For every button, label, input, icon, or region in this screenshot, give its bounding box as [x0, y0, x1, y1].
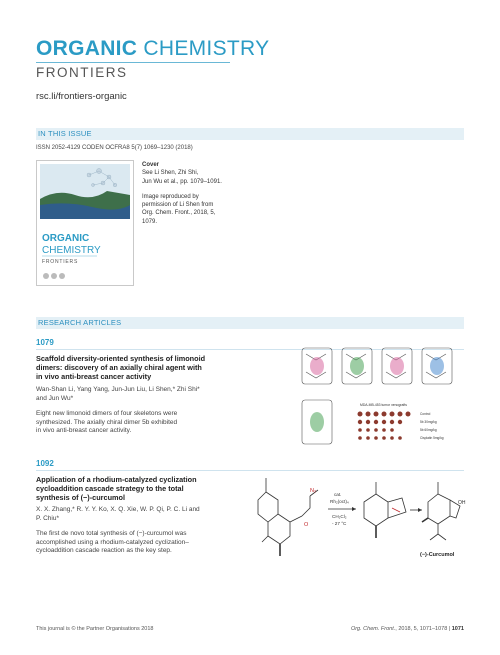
- starting-material: [258, 478, 318, 556]
- article-2-authors: [36, 506, 276, 523]
- xenograft-row-label-4: Cisplatin 5mg/kg: [420, 436, 444, 440]
- issn-line: ISSN 2052-4129 CODEN OCFRA8 5(7) 1069–1230 (2018): [36, 145, 193, 151]
- brand-divider: [36, 62, 230, 63]
- condition-catalyst: Rh₂(oct)₄: [330, 499, 349, 504]
- footer-citation-rest: , 2018, 5, 1071–1078 |: [395, 626, 452, 632]
- article-2-title[interactable]: [36, 475, 284, 502]
- xenograft-panel-title: MDA-MB-453 tumor xenografts: [360, 403, 407, 407]
- xenograft-row-label-2: 5b 30mg/kg: [420, 420, 437, 424]
- cover-repro-line1: Image reproduced by: [142, 193, 199, 200]
- xenograft-row-label-3: 5b 60mg/kg: [420, 428, 437, 432]
- article-2-title-line3: synthesis of (−)-curcumol: [36, 493, 125, 502]
- article-1-title-line1: Scaffold diversity-oriented synthesis of limonoid: [36, 354, 206, 363]
- article-2-abstract-line2: accomplished using a rhodium-catalyzed cyclization–: [36, 538, 189, 546]
- article-1-authors-line1: Wan-Shan Li, Yang Yang, Jun-Jun Liu, Li Shen,* Zhi Shi*: [36, 386, 200, 393]
- in-this-issue-heading: IN THIS ISSUE: [38, 129, 92, 138]
- article-2-page: 1092: [36, 459, 54, 468]
- footer-journal-abbrev: Org. Chem. Front.: [350, 626, 396, 632]
- article-1-abstract-line2: synthesized. The axially chiral dimer 5b exhibited: [36, 418, 178, 426]
- article-2-authors-line1: X. X. Zhang,* R. Y. Y. Ko, X. Q. Xie, W. P. Qi, P. C. Li and: [36, 506, 200, 513]
- footer-page-number: 1071: [451, 626, 464, 632]
- article-1-title-line2: dimers: discovery of an axially chiral agent with: [36, 363, 202, 372]
- footer-copyright: This journal is © the Partner Organisations 2018: [36, 626, 154, 632]
- cover-label: Cover: [142, 162, 160, 168]
- brand-chemistry: CHEMISTRY: [143, 37, 270, 60]
- cover-thumb-logos: [43, 273, 65, 279]
- intermediate-structure: [364, 482, 406, 538]
- hydroxyl-label: OH: [458, 500, 466, 506]
- in-this-issue-band: [36, 128, 464, 140]
- condition-temperature: - 27 °C: [332, 521, 347, 526]
- article-2-divider: [36, 470, 464, 471]
- cover-repro-line3: Org. Chem. Front., 2018, 5,: [142, 210, 216, 217]
- cover-description: [142, 161, 277, 233]
- cover-repro-line2: permission of Li Shen from: [142, 202, 214, 209]
- article-2-title-line1: Application of a rhodium-catalyzed cyclization: [36, 475, 197, 484]
- tumor-rows: [358, 412, 444, 441]
- cover-thumb-frontiers: FRONTIERS: [42, 259, 79, 265]
- article-1-abstract-line1: Eight new limonoid dimers of four skeletons were: [36, 410, 178, 417]
- cover-thumb-chemistry: CHEMISTRY: [42, 245, 101, 256]
- article-2-reaction-scheme[interactable]: [252, 472, 468, 580]
- diazo-label: N₂: [310, 488, 317, 494]
- article-2-abstract-line1: The first de novo total synthesis of (−)-curcumol was: [36, 530, 187, 537]
- cover-repro-line4: 1079.: [142, 218, 158, 225]
- research-articles-heading: RESEARCH ARTICLES: [38, 318, 122, 327]
- cover-see-line1: See Li Shen, Zhi Shi,: [142, 170, 199, 177]
- article-1-title-line3: in vivo anti-breast cancer activity: [36, 372, 152, 381]
- article-1-authors: [36, 386, 276, 403]
- xenograft-row-label-1: Control: [420, 412, 431, 416]
- footer-citation: [351, 626, 464, 632]
- article-1-abstract-line3: in vivo anti-breast cancer activity.: [36, 427, 132, 434]
- condition-cat: cat.: [334, 492, 342, 497]
- reaction-arrowhead: [352, 507, 356, 511]
- journal-url-link[interactable]: rsc.li/frontiers-organic: [36, 91, 127, 102]
- product-label: (−)-Curcumol: [420, 552, 455, 558]
- condition-solvent: CH₂Cl₂: [332, 514, 347, 519]
- carbonyl-o-label: O: [304, 522, 309, 528]
- curcumol-structure: [422, 482, 460, 540]
- xenograft-panel: [358, 403, 444, 440]
- article-2-title-line2: cycloaddition cascade strategy to the total: [36, 484, 184, 493]
- article-1-authors-line2: and Jun Wu*: [36, 394, 74, 402]
- article-1-title[interactable]: [36, 354, 284, 381]
- transform-arrowhead: [418, 508, 422, 512]
- article-1-graphical-abstract[interactable]: [298, 342, 468, 454]
- journal-brand: [36, 38, 269, 59]
- article-2-authors-line2: P. Chiu*: [36, 514, 60, 522]
- article-1-abstract: [36, 410, 276, 436]
- article-2-abstract: [36, 530, 276, 556]
- cover-thumb-organic: ORGANIC: [42, 233, 90, 244]
- cover-see-line2[interactable]: Jun Wu et al., pp. 1079–1091.: [142, 178, 222, 185]
- brand-frontiers: FRONTIERS: [36, 65, 128, 80]
- cover-thumbnail[interactable]: [36, 160, 134, 286]
- brand-organic: ORGANIC: [36, 37, 138, 60]
- article-2-abstract-line3: cycloaddition cascade reaction as the key step.: [36, 547, 172, 554]
- article-1-page: 1079: [36, 338, 54, 347]
- cover-artwork: [37, 161, 133, 285]
